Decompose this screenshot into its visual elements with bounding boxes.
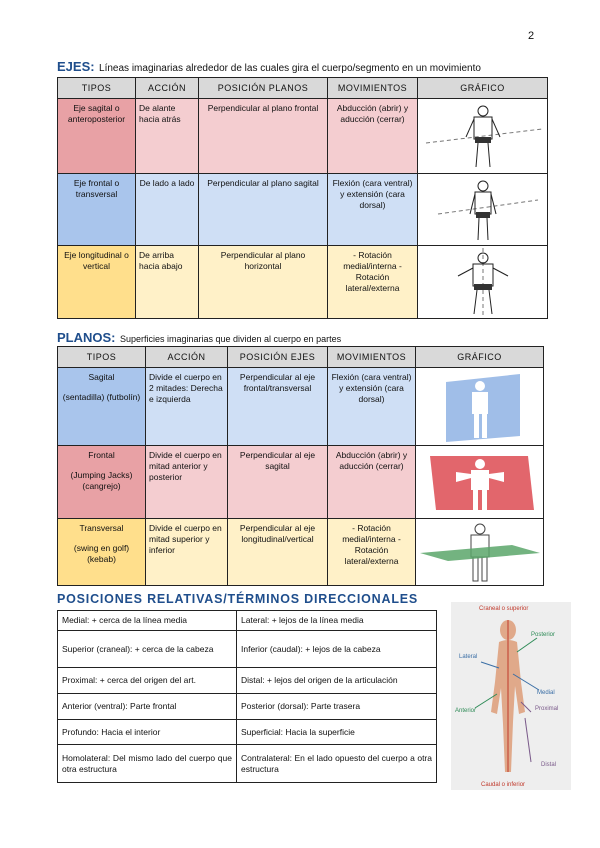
term-cell: Anterior (ventral): Parte frontal: [58, 694, 237, 720]
term-cell: Contralateral: En el lado opuesto del cuerpo a otra estructura: [237, 745, 437, 783]
header-cell: POSICIÓN PLANOS: [199, 78, 328, 99]
accion-cell: Divide el cuerpo en mitad anterior y posterior: [146, 446, 228, 519]
table-row: [58, 368, 544, 446]
term-cell: Distal: + lejos del origen de la articulación: [237, 668, 437, 694]
transverse-plane-icon: [416, 519, 544, 586]
table-row: [58, 519, 544, 586]
figure-vertical-axis-icon: [418, 246, 548, 319]
frontal-plane-icon: [416, 446, 544, 519]
posicion-cell: Perpendicular al plano frontal: [199, 99, 328, 174]
table-row: [58, 446, 544, 519]
header-cell: TIPOS: [58, 78, 136, 99]
term-cell: Profundo: Hacia el interior: [58, 720, 237, 745]
label-distal: Distal: [541, 762, 557, 768]
ejes-header-row: [58, 78, 548, 99]
planos-description: Superficies imaginarias que dividen al cuerpo en partes: [119, 334, 342, 344]
table-row: [58, 668, 437, 694]
movimientos-cell: Flexión (cara ventral) y extensión (cara dorsal): [328, 174, 418, 246]
label-medial: Medial: [537, 690, 555, 696]
header-cell: ACCIÓN: [136, 78, 199, 99]
planos-heading: [57, 329, 341, 347]
header-cell: GRÁFICO: [416, 347, 544, 368]
tipo-name: Sagital: [88, 372, 115, 382]
posicion-cell: Perpendicular al plano sagital: [199, 174, 328, 246]
ejes-title: EJES:: [57, 59, 95, 74]
ejes-description: Líneas imaginarias alrededor de las cuales gira el cuerpo/segmento en un movimiento: [99, 63, 481, 74]
tipo-cell: [58, 519, 146, 586]
sagittal-plane-icon: [416, 368, 544, 446]
movimientos-cell: - Rotación medial/interna - Rotación lateral/externa: [328, 246, 418, 319]
table-row: [58, 720, 437, 745]
movimientos-cell: - Rotación medial/interna - Rotación lateral/externa: [328, 519, 416, 586]
header-cell: MOVIMIENTOS: [328, 78, 418, 99]
term-cell: Posterior (dorsal): Parte trasera: [237, 694, 437, 720]
accion-cell: De alante hacia atrás: [136, 99, 199, 174]
ejes-table: [57, 77, 548, 319]
term-cell: Medial: + cerca de la línea media: [58, 611, 237, 631]
label-lateral: Lateral: [459, 654, 478, 660]
table-row: [58, 745, 437, 783]
header-cell: POSICIÓN EJES: [228, 347, 328, 368]
table-row: [58, 246, 548, 319]
tipo-example: (sentadilla) (futbolín): [62, 392, 141, 402]
table-row: [58, 174, 548, 246]
header-cell: ACCIÓN: [146, 347, 228, 368]
term-cell: Inferior (caudal): + lejos de la cabeza: [237, 631, 437, 668]
tipo-example: (Jumping Jacks) (cangrejo): [70, 470, 133, 491]
term-cell: Proximal: + cerca del origen del art.: [58, 668, 237, 694]
label-posterior: Posterior: [531, 632, 556, 638]
tipo-name: Transversal: [79, 523, 124, 533]
movimientos-cell: Abducción (abrir) y aducción (cerrar): [328, 446, 416, 519]
planos-header-row: [58, 347, 544, 368]
term-cell: Superior (craneal): + cerca de la cabeza: [58, 631, 237, 668]
label-bottom: Caudal o inferior: [481, 782, 526, 788]
term-cell: Superficial: Hacia la superficie: [237, 720, 437, 745]
ejes-heading: [57, 58, 481, 76]
movimientos-cell: Flexión (cara ventral) y extensión (cara dorsal): [328, 368, 416, 446]
term-cell: Lateral: + lejos de la línea media: [237, 611, 437, 631]
tipo-cell: [58, 368, 146, 446]
tipo-cell: [58, 446, 146, 519]
label-top: Craneal o superior: [479, 606, 529, 612]
table-row: [58, 99, 548, 174]
label-anterior: Anterior: [455, 708, 477, 714]
header-cell: MOVIMIENTOS: [328, 347, 416, 368]
term-cell: Homolateral: Del mismo lado del cuerpo que otra estructura: [58, 745, 237, 783]
tipo-cell: Eje sagital o anteroposterior: [58, 99, 136, 174]
tipo-cell: Eje longitudinal o vertical: [58, 246, 136, 319]
posicion-cell: Perpendicular al plano horizontal: [199, 246, 328, 319]
header-cell: GRÁFICO: [418, 78, 548, 99]
posicion-cell: Perpendicular al eje frontal/transversal: [228, 368, 328, 446]
figure-sagittal-axis-icon: [418, 99, 548, 174]
header-cell: TIPOS: [58, 347, 146, 368]
accion-cell: Divide el cuerpo en 2 mitades: Derecha e izquierda: [146, 368, 228, 446]
accion-cell: De lado a lado: [136, 174, 199, 246]
posiciones-title: POSICIONES RELATIVAS/TÉRMINOS DIRECCIONALES: [57, 592, 419, 606]
table-row: [58, 631, 437, 668]
table-row: [58, 611, 437, 631]
posicion-cell: Perpendicular al eje sagital: [228, 446, 328, 519]
accion-cell: Divide el cuerpo en mitad superior y inferior: [146, 519, 228, 586]
tipo-name: Frontal: [88, 450, 115, 460]
planos-table: [57, 346, 544, 586]
tipo-example: (swing en golf) (kebab): [73, 543, 130, 564]
tipo-cell: Eje frontal o transversal: [58, 174, 136, 246]
page-number: 2: [528, 30, 535, 42]
movimientos-cell: Abducción (abrir) y aducción (cerrar): [328, 99, 418, 174]
label-proximal: Proximal: [535, 706, 559, 712]
figure-frontal-axis-icon: [418, 174, 548, 246]
planos-title: PLANOS:: [57, 330, 116, 345]
posiciones-table: [57, 610, 437, 783]
accion-cell: De arriba hacia abajo: [136, 246, 199, 319]
posicion-cell: Perpendicular al eje longitudinal/vertical: [228, 519, 328, 586]
directional-terms-diagram: [451, 602, 571, 790]
table-row: [58, 694, 437, 720]
